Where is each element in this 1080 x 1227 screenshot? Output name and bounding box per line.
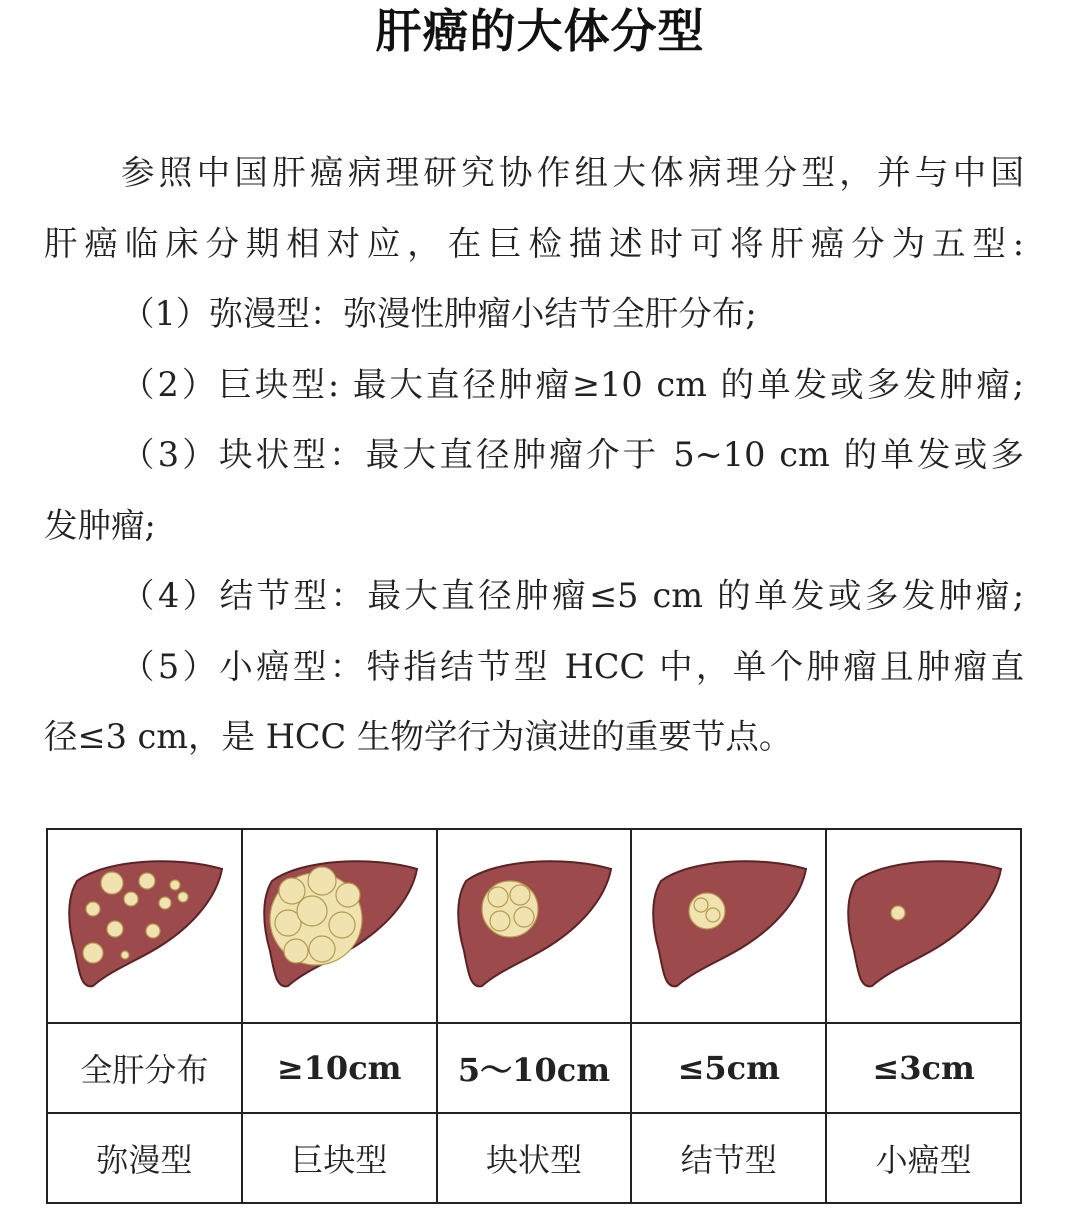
illustration-cell	[631, 829, 826, 1023]
body-paragraph	[44, 138, 1024, 773]
liver-massive-illustration	[252, 851, 427, 1001]
liver-small-illustration	[836, 851, 1011, 1001]
text-line-type-4: （4）结节型：最大直径肿瘤≤5 cm 的单发或多发肿瘤;	[121, 576, 1024, 615]
liver-mass-illustration	[446, 851, 621, 1001]
liver-nodular-illustration	[641, 851, 816, 1001]
text-line: 参照中国肝癌病理研究协作组大体病理分型，并与中国	[121, 153, 1024, 192]
type-name-cell: 弥漫型	[47, 1113, 242, 1203]
type-name-cell: 巨块型	[242, 1113, 437, 1203]
type-name-cell: 结节型	[631, 1113, 826, 1203]
illustration-cell	[242, 829, 437, 1023]
text-line-type-5-cont: 径≤3 cm，是 HCC 生物学行为演进的重要节点。	[44, 717, 793, 756]
illustration-row	[47, 829, 1021, 1023]
text-line: 肝癌临床分期相对应，在巨检描述时可将肝癌分为五型:	[44, 223, 1024, 263]
page-title: 肝癌的大体分型	[375, 4, 705, 58]
liver-shape	[459, 861, 612, 986]
size-cell: ≤5cm	[631, 1023, 826, 1113]
text-line-type-5: （5）小癌型：特指结节型 HCC 中，单个肿瘤且肿瘤直	[121, 646, 1024, 686]
size-row	[47, 1023, 1021, 1113]
text-line-type-3: （3）块状型：最大直径肿瘤介于 5~10 cm 的单发或多	[121, 435, 1024, 474]
illustration-cell	[47, 829, 242, 1023]
size-cell: 全肝分布	[47, 1023, 242, 1113]
text-line-type-1: （1）弥漫型：弥漫性肿瘤小结节全肝分布;	[121, 294, 757, 333]
text-line-type-2: （2）巨块型: 最大直径肿瘤≥10 cm 的单发或多发肿瘤;	[121, 364, 1024, 404]
liver-shape	[848, 861, 1001, 986]
size-cell: ≤3cm	[826, 1023, 1021, 1113]
text-line-type-3-cont: 发肿瘤;	[44, 505, 156, 545]
type-name-row	[47, 1113, 1021, 1203]
size-cell: ≥10cm	[242, 1023, 437, 1113]
type-name-cell: 块状型	[437, 1113, 632, 1203]
liver-type-table	[46, 828, 1022, 1212]
tumor-group	[482, 881, 538, 937]
size-cell: 5～10cm	[437, 1023, 632, 1113]
type-name-cell: 小癌型	[826, 1113, 1021, 1203]
tumor-group	[891, 906, 905, 920]
illustration-cell	[437, 829, 632, 1023]
liver-shape	[654, 861, 807, 986]
liver-diffuse-illustration	[57, 851, 232, 1001]
illustration-cell	[826, 829, 1021, 1023]
tumor-group	[689, 893, 725, 929]
